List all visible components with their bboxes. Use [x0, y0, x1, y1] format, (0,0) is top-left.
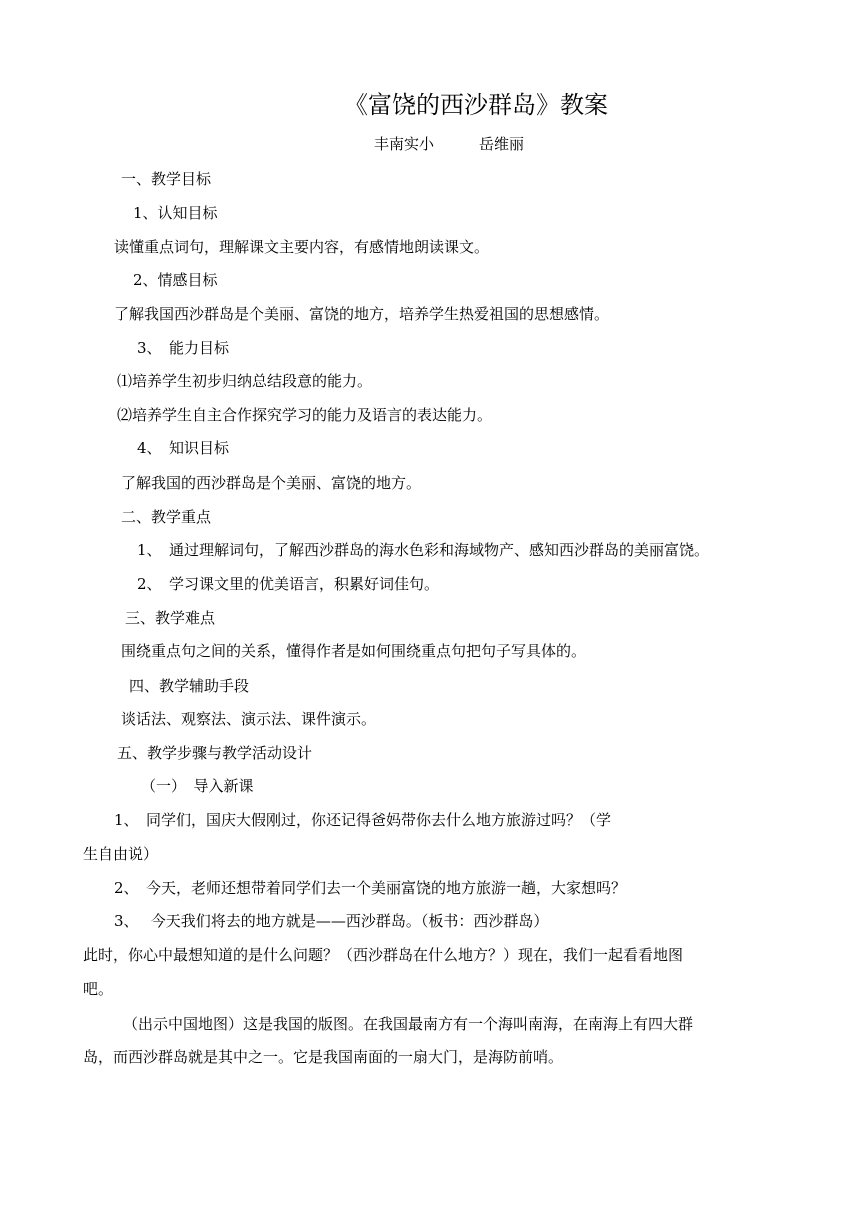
- paragraph: 了解我国西沙群岛是个美丽、富饶的地方，培养学生热爱祖国的思想感情。: [114, 305, 610, 323]
- list-item: 1、 同学们，国庆大假刚过，你还记得爸妈带你去什么地方旅游过吗？（学: [114, 811, 612, 829]
- sub-heading: 4、 知识目标: [137, 439, 230, 457]
- paragraph: 谈话法、观察法、演示法、课件演示。: [121, 710, 377, 728]
- document-title: 《富饶的西沙群岛》教案: [344, 91, 608, 119]
- sub-heading: 3、 能力目标: [137, 339, 230, 357]
- paragraph: 围绕重点句之间的关系，懂得作者是如何围绕重点句把句子写具体的。: [121, 642, 587, 660]
- list-item: 2、 今天，老师还想带着同学们去一个美丽富饶的地方旅游一趟，大家想吗？: [114, 879, 627, 897]
- paragraph: 生自由说）: [83, 845, 159, 863]
- paragraph: （出示中国地图）这是我国的版图。在我国最南方有一个海叫南海，在南海上有四大群: [123, 1015, 694, 1033]
- section-heading: 五、教学步骤与教学活动设计: [117, 744, 313, 762]
- list-item: 3、 今天我们将去的地方就是——西沙群岛。（板书：西沙群岛）: [114, 912, 549, 930]
- sub-heading: 1、认知目标: [133, 204, 218, 222]
- paragraph: 吧。: [83, 980, 114, 998]
- paragraph: 读懂重点词句，理解课文主要内容，有感情地朗读课文。: [114, 238, 490, 256]
- section-heading: 二、教学重点: [121, 508, 212, 526]
- list-item: 2、 学习课文里的优美语言，积累好词佳句。: [137, 575, 440, 593]
- section-heading: 四、教学辅助手段: [129, 677, 250, 695]
- paragraph: ⑴培养学生初步归纳总结段意的能力。: [117, 372, 373, 390]
- sub-heading: 2、情感目标: [133, 271, 218, 289]
- sub-heading: （一） 导入新课: [141, 777, 254, 795]
- section-heading: 一、教学目标: [121, 170, 212, 188]
- paragraph: 此时，你心中最想知道的是什么问题？（西沙群岛在什么地方？）现在，我们一起看看地图: [83, 946, 684, 964]
- section-heading: 三、教学难点: [125, 609, 216, 627]
- author-line: 丰南实小 岳维丽: [374, 135, 525, 153]
- paragraph: ⑵培养学生自主合作探究学习的能力及语言的表达能力。: [117, 406, 493, 424]
- list-item: 1、 通过理解词句，了解西沙群岛的海水色彩和海域物产、感知西沙群岛的美丽富饶。: [137, 541, 710, 559]
- paragraph: 了解我国的西沙群岛是个美丽、富饶的地方。: [121, 474, 422, 492]
- paragraph: 岛，而西沙群岛就是其中之一。它是我国南面的一扇大门，是海防前哨。: [83, 1048, 564, 1066]
